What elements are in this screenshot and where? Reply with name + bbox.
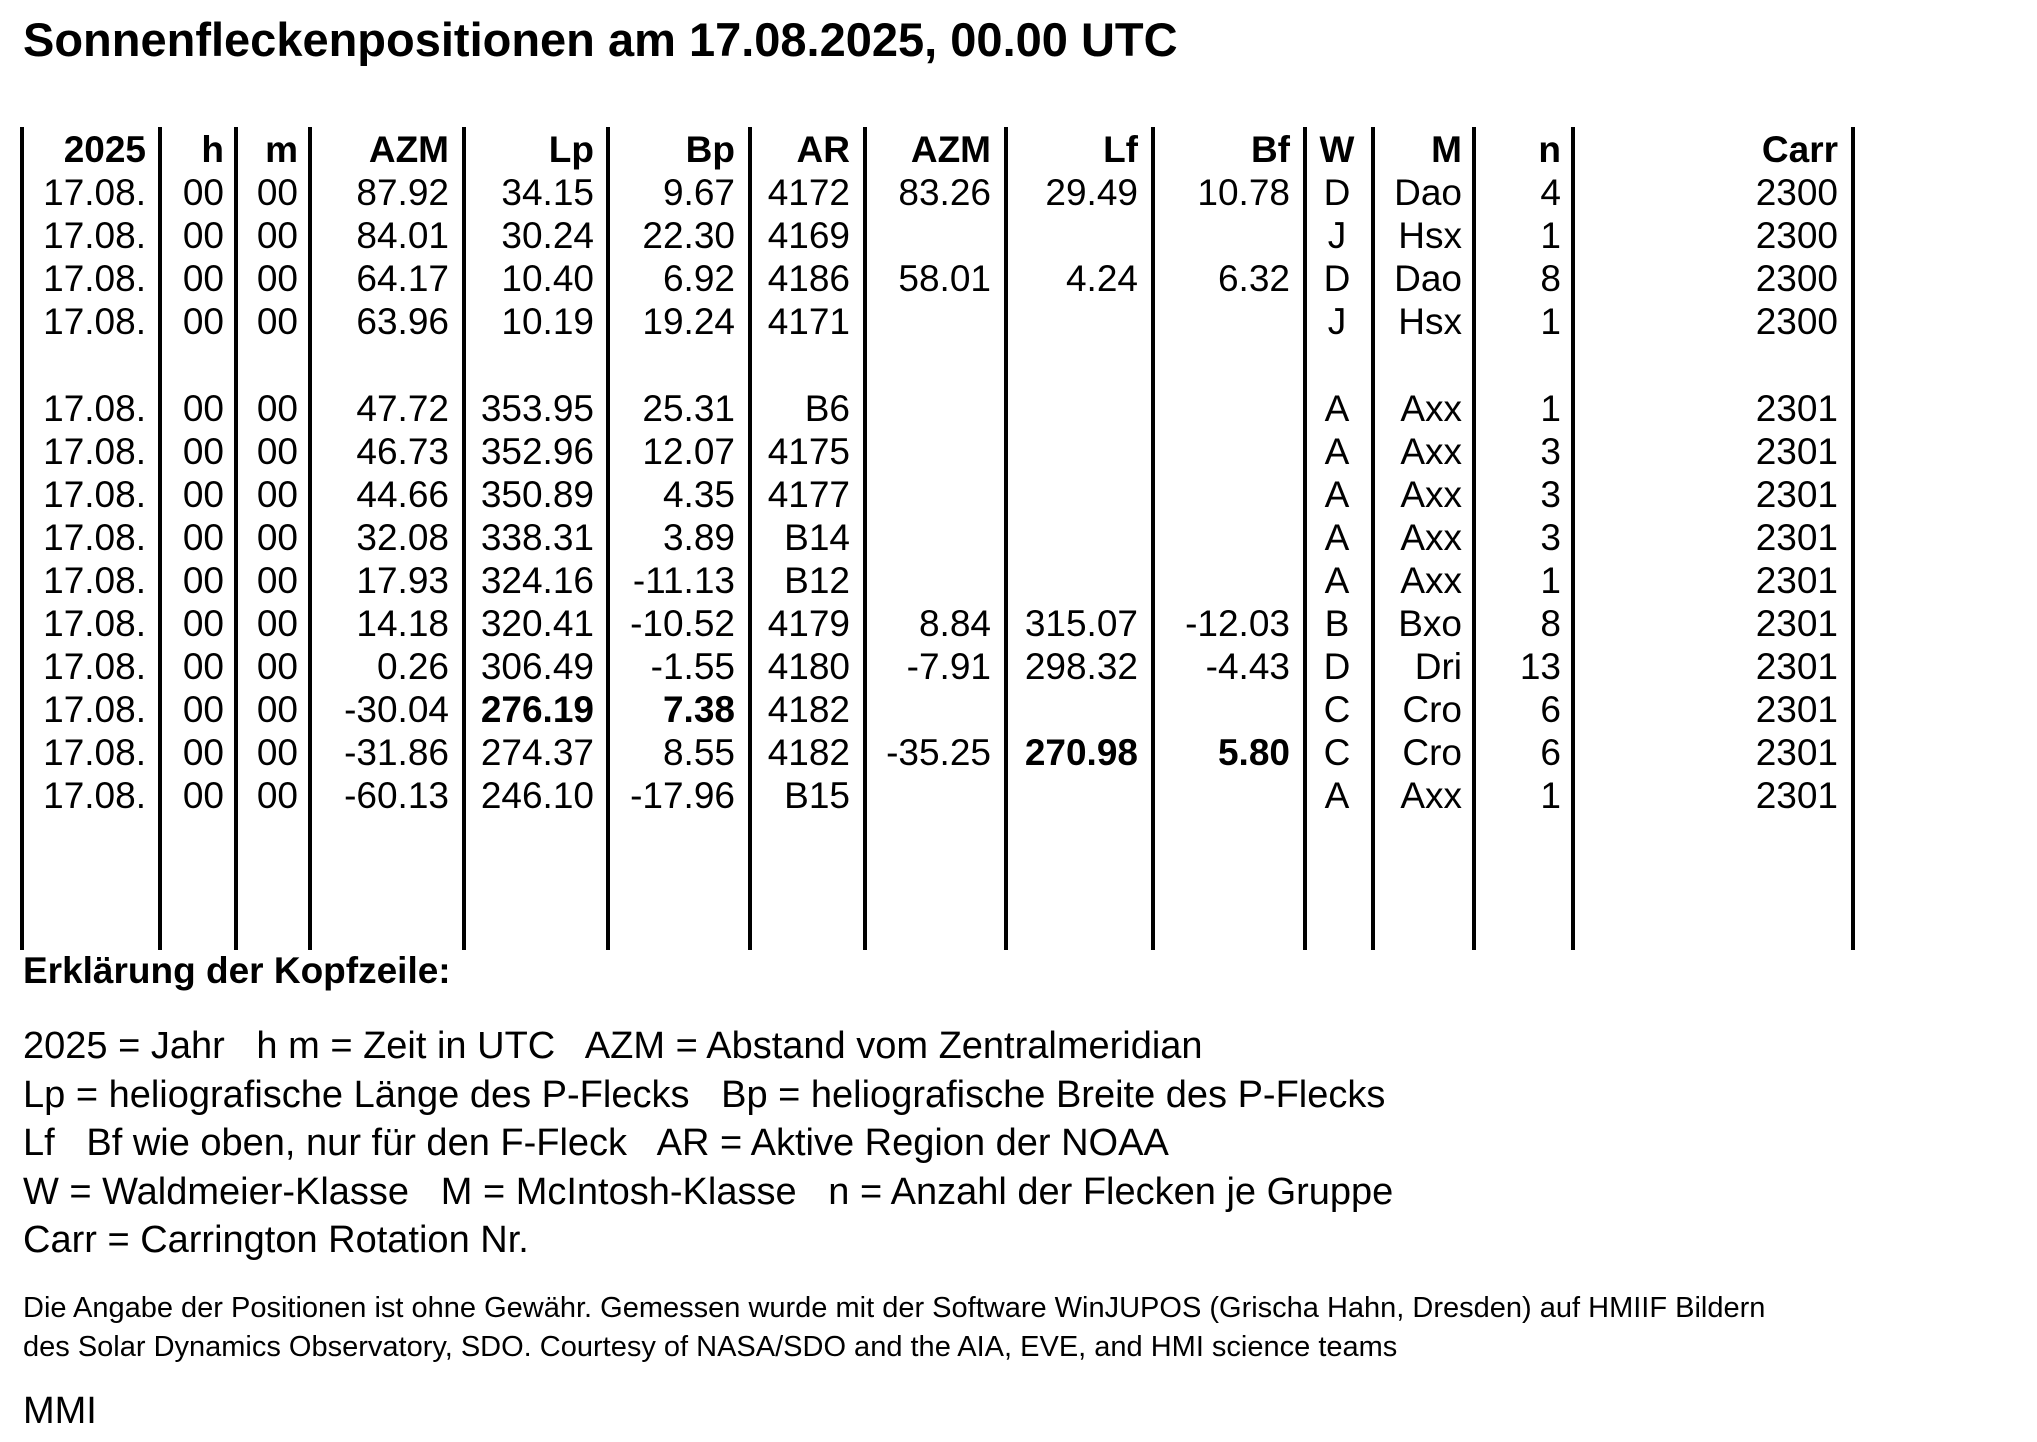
cell-w: C: [1323, 689, 1351, 730]
column-header-h: h: [201, 129, 224, 170]
cell-bp: 25.31: [642, 388, 735, 429]
cell-n: 1: [1540, 388, 1561, 429]
cell-azm_p: 47.72: [356, 388, 449, 429]
cell-h: 00: [182, 517, 224, 558]
cell-bf: 6.32: [1217, 258, 1290, 299]
cell-ar: B15: [784, 775, 850, 816]
cell-mc: Axx: [1400, 775, 1462, 816]
cell-ar: 4180: [767, 646, 850, 687]
cell-h: 00: [182, 172, 224, 213]
cell-bp: -10.52: [630, 603, 735, 644]
cell-azm_p: 63.96: [356, 301, 449, 342]
cell-n: 3: [1540, 431, 1561, 472]
column-header-lp: Lp: [548, 129, 594, 170]
cell-w: J: [1327, 215, 1347, 256]
cell-h: 00: [182, 689, 224, 730]
cell-mc: Axx: [1400, 388, 1462, 429]
cell-lf: 315.07: [1024, 603, 1138, 644]
cell-azm_f: 83.26: [898, 172, 991, 213]
cell-mc: Dri: [1414, 646, 1462, 687]
column-header-carr: Carr: [1761, 129, 1838, 170]
column-divider: [1851, 127, 1855, 950]
cell-azm_f: -35.25: [886, 732, 991, 773]
cell-bp: 4.35: [662, 474, 735, 515]
cell-carr: 2301: [1755, 474, 1838, 515]
cell-n: 8: [1540, 603, 1561, 644]
cell-azm_p: -30.04: [344, 689, 449, 730]
cell-lp: 353.95: [480, 388, 594, 429]
cell-ar: 4172: [767, 172, 850, 213]
cell-bp: 6.92: [662, 258, 735, 299]
legend-line: Lf Bf wie oben, nur für den F-Fleck AR = Aktive Region der NOAA: [23, 1122, 1169, 1164]
cell-w: A: [1324, 517, 1350, 558]
cell-carr: 2301: [1755, 646, 1838, 687]
cell-lp: 34.15: [501, 172, 594, 213]
cell-ar: 4175: [767, 431, 850, 472]
cell-azm_p: 64.17: [356, 258, 449, 299]
cell-mc: Hsx: [1398, 301, 1462, 342]
cell-ar: 4179: [767, 603, 850, 644]
cell-bf: 5.80: [1217, 732, 1290, 773]
cell-n: 3: [1540, 474, 1561, 515]
cell-mc: Dao: [1394, 172, 1462, 213]
cell-w: B: [1324, 603, 1350, 644]
column-header-azm_p: AZM: [368, 129, 449, 170]
cell-date: 17.08.: [43, 431, 146, 472]
cell-n: 8: [1540, 258, 1561, 299]
cell-bp: 22.30: [642, 215, 735, 256]
cell-lp: 338.31: [480, 517, 594, 558]
cell-lp: 246.10: [480, 775, 594, 816]
cell-w: A: [1324, 775, 1350, 816]
cell-lp: 276.19: [480, 689, 594, 730]
cell-lp: 324.16: [480, 560, 594, 601]
cell-m: 00: [256, 301, 298, 342]
signature: MMI: [23, 1390, 97, 1432]
cell-w: A: [1324, 474, 1350, 515]
cell-date: 17.08.: [43, 732, 146, 773]
cell-bp: -11.13: [632, 560, 735, 601]
cell-bf: -4.43: [1205, 646, 1290, 687]
cell-mc: Hsx: [1398, 215, 1462, 256]
cell-w: D: [1323, 258, 1351, 299]
column-header-lf: Lf: [1103, 129, 1138, 170]
legend-line: 2025 = Jahr h m = Zeit in UTC AZM = Abstand vom Zentralmeridian: [23, 1025, 1203, 1067]
cell-date: 17.08.: [43, 646, 146, 687]
cell-h: 00: [182, 301, 224, 342]
cell-ar: 4169: [767, 215, 850, 256]
cell-carr: 2300: [1755, 215, 1838, 256]
cell-date: 17.08.: [43, 603, 146, 644]
cell-date: 17.08.: [43, 172, 146, 213]
cell-azm_f: -7.91: [906, 646, 991, 687]
cell-azm_p: 87.92: [356, 172, 449, 213]
cell-n: 1: [1540, 215, 1561, 256]
cell-bp: 9.67: [662, 172, 735, 213]
cell-lp: 30.24: [501, 215, 594, 256]
cell-m: 00: [256, 388, 298, 429]
cell-w: J: [1327, 301, 1347, 342]
cell-ar: 4177: [767, 474, 850, 515]
cell-bp: 19.24: [642, 301, 735, 342]
column-header-bp: Bp: [685, 129, 735, 170]
cell-ar: 4186: [767, 258, 850, 299]
cell-bp: 3.89: [662, 517, 735, 558]
cell-w: A: [1324, 431, 1350, 472]
cell-azm_p: -31.86: [344, 732, 449, 773]
cell-lp: 10.19: [501, 301, 594, 342]
cell-date: 17.08.: [43, 301, 146, 342]
cell-lp: 320.41: [480, 603, 594, 644]
cell-h: 00: [182, 474, 224, 515]
cell-bp: 12.07: [642, 431, 735, 472]
column-divider: [1004, 127, 1008, 950]
cell-date: 17.08.: [43, 474, 146, 515]
cell-m: 00: [256, 431, 298, 472]
cell-m: 00: [256, 560, 298, 601]
cell-date: 17.08.: [43, 215, 146, 256]
cell-mc: Cro: [1402, 689, 1462, 730]
cell-azm_p: 17.93: [356, 560, 449, 601]
cell-n: 6: [1540, 732, 1561, 773]
legend-line: Carr = Carrington Rotation Nr.: [23, 1219, 529, 1261]
cell-n: 4: [1540, 172, 1561, 213]
column-divider: [1151, 127, 1155, 950]
cell-date: 17.08.: [43, 517, 146, 558]
cell-ar: 4182: [767, 732, 850, 773]
cell-ar: B14: [784, 517, 850, 558]
cell-h: 00: [182, 646, 224, 687]
column-divider: [863, 127, 867, 950]
page-title: Sonnenfleckenpositionen am 17.08.2025, 00.00 UTC: [23, 13, 1178, 66]
cell-m: 00: [256, 732, 298, 773]
cell-carr: 2301: [1755, 431, 1838, 472]
cell-date: 17.08.: [43, 388, 146, 429]
cell-m: 00: [256, 215, 298, 256]
cell-mc: Dao: [1394, 258, 1462, 299]
cell-w: D: [1323, 172, 1351, 213]
cell-h: 00: [182, 775, 224, 816]
cell-h: 00: [182, 560, 224, 601]
cell-azm_p: 14.18: [356, 603, 449, 644]
cell-azm_p: -60.13: [344, 775, 449, 816]
cell-azm_p: 0.26: [376, 646, 449, 687]
cell-lp: 352.96: [480, 431, 594, 472]
cell-date: 17.08.: [43, 689, 146, 730]
cell-mc: Axx: [1400, 517, 1462, 558]
cell-h: 00: [182, 603, 224, 644]
disclaimer-line: des Solar Dynamics Observatory, SDO. Courtesy of NASA/SDO and the AIA, EVE, and HMI science teams: [23, 1331, 1398, 1363]
legend-line: Lp = heliografische Länge des P-Flecks Bp = heliografische Breite des P-Flecks: [23, 1074, 1386, 1116]
cell-bf: 10.78: [1197, 172, 1290, 213]
cell-date: 17.08.: [43, 775, 146, 816]
cell-lf: 270.98: [1024, 732, 1138, 773]
cell-mc: Axx: [1400, 431, 1462, 472]
cell-mc: Axx: [1400, 560, 1462, 601]
cell-m: 00: [256, 775, 298, 816]
cell-w: C: [1323, 732, 1351, 773]
cell-lf: 4.24: [1065, 258, 1138, 299]
column-header-date: 2025: [63, 129, 146, 170]
cell-carr: 2301: [1755, 560, 1838, 601]
cell-carr: 2301: [1755, 517, 1838, 558]
cell-carr: 2301: [1755, 689, 1838, 730]
cell-lp: 10.40: [501, 258, 594, 299]
cell-carr: 2300: [1755, 301, 1838, 342]
cell-lp: 274.37: [480, 732, 594, 773]
cell-carr: 2301: [1755, 388, 1838, 429]
cell-n: 13: [1519, 646, 1561, 687]
column-header-ar: AR: [796, 129, 850, 170]
cell-azm_f: 8.84: [918, 603, 991, 644]
cell-w: A: [1324, 560, 1350, 601]
column-header-azm_f: AZM: [910, 129, 991, 170]
cell-h: 00: [182, 431, 224, 472]
cell-n: 3: [1540, 517, 1561, 558]
column-header-mc: M: [1431, 129, 1462, 170]
cell-m: 00: [256, 172, 298, 213]
cell-ar: 4171: [767, 301, 850, 342]
cell-w: D: [1323, 646, 1351, 687]
cell-m: 00: [256, 689, 298, 730]
cell-h: 00: [182, 215, 224, 256]
cell-m: 00: [256, 517, 298, 558]
cell-lp: 350.89: [480, 474, 594, 515]
cell-h: 00: [182, 388, 224, 429]
cell-azm_p: 44.66: [356, 474, 449, 515]
cell-mc: Bxo: [1398, 603, 1462, 644]
cell-mc: Cro: [1402, 732, 1462, 773]
cell-m: 00: [256, 603, 298, 644]
cell-bp: -17.96: [630, 775, 735, 816]
cell-lp: 306.49: [480, 646, 594, 687]
cell-carr: 2300: [1755, 258, 1838, 299]
cell-lf: 298.32: [1024, 646, 1138, 687]
cell-mc: Axx: [1400, 474, 1462, 515]
cell-bp: -1.55: [650, 646, 735, 687]
cell-n: 1: [1540, 560, 1561, 601]
cell-azm_f: 58.01: [898, 258, 991, 299]
cell-ar: 4182: [767, 689, 850, 730]
cell-bp: 7.38: [662, 689, 735, 730]
cell-date: 17.08.: [43, 258, 146, 299]
cell-ar: B12: [784, 560, 850, 601]
cell-azm_p: 32.08: [356, 517, 449, 558]
cell-bp: 8.55: [662, 732, 735, 773]
cell-w: A: [1324, 388, 1350, 429]
cell-h: 00: [182, 258, 224, 299]
cell-m: 00: [256, 474, 298, 515]
cell-date: 17.08.: [43, 560, 146, 601]
cell-m: 00: [256, 646, 298, 687]
legend-title: Erklärung der Kopfzeile:: [23, 950, 451, 991]
cell-ar: B6: [804, 388, 850, 429]
column-header-bf: Bf: [1250, 129, 1290, 170]
cell-azm_p: 84.01: [356, 215, 449, 256]
cell-n: 6: [1540, 689, 1561, 730]
cell-azm_p: 46.73: [356, 431, 449, 472]
cell-carr: 2301: [1755, 732, 1838, 773]
disclaimer-line: Die Angabe der Positionen ist ohne Gewähr. Gemessen wurde mit der Software WinJUPOS (Grischa Hahn, Dresden) auf HMIIF Bildern: [23, 1292, 1766, 1324]
legend-line: W = Waldmeier-Klasse M = McIntosh-Klasse n = Anzahl der Flecken je Gruppe: [23, 1171, 1394, 1213]
cell-n: 1: [1540, 301, 1561, 342]
column-header-m: m: [265, 129, 298, 170]
cell-lf: 29.49: [1045, 172, 1138, 213]
cell-n: 1: [1540, 775, 1561, 816]
cell-carr: 2301: [1755, 775, 1838, 816]
cell-m: 00: [256, 258, 298, 299]
cell-h: 00: [182, 732, 224, 773]
cell-carr: 2301: [1755, 603, 1838, 644]
cell-bf: -12.03: [1185, 603, 1290, 644]
column-header-w: W: [1319, 129, 1355, 170]
cell-carr: 2300: [1755, 172, 1838, 213]
column-header-n: n: [1538, 129, 1561, 170]
